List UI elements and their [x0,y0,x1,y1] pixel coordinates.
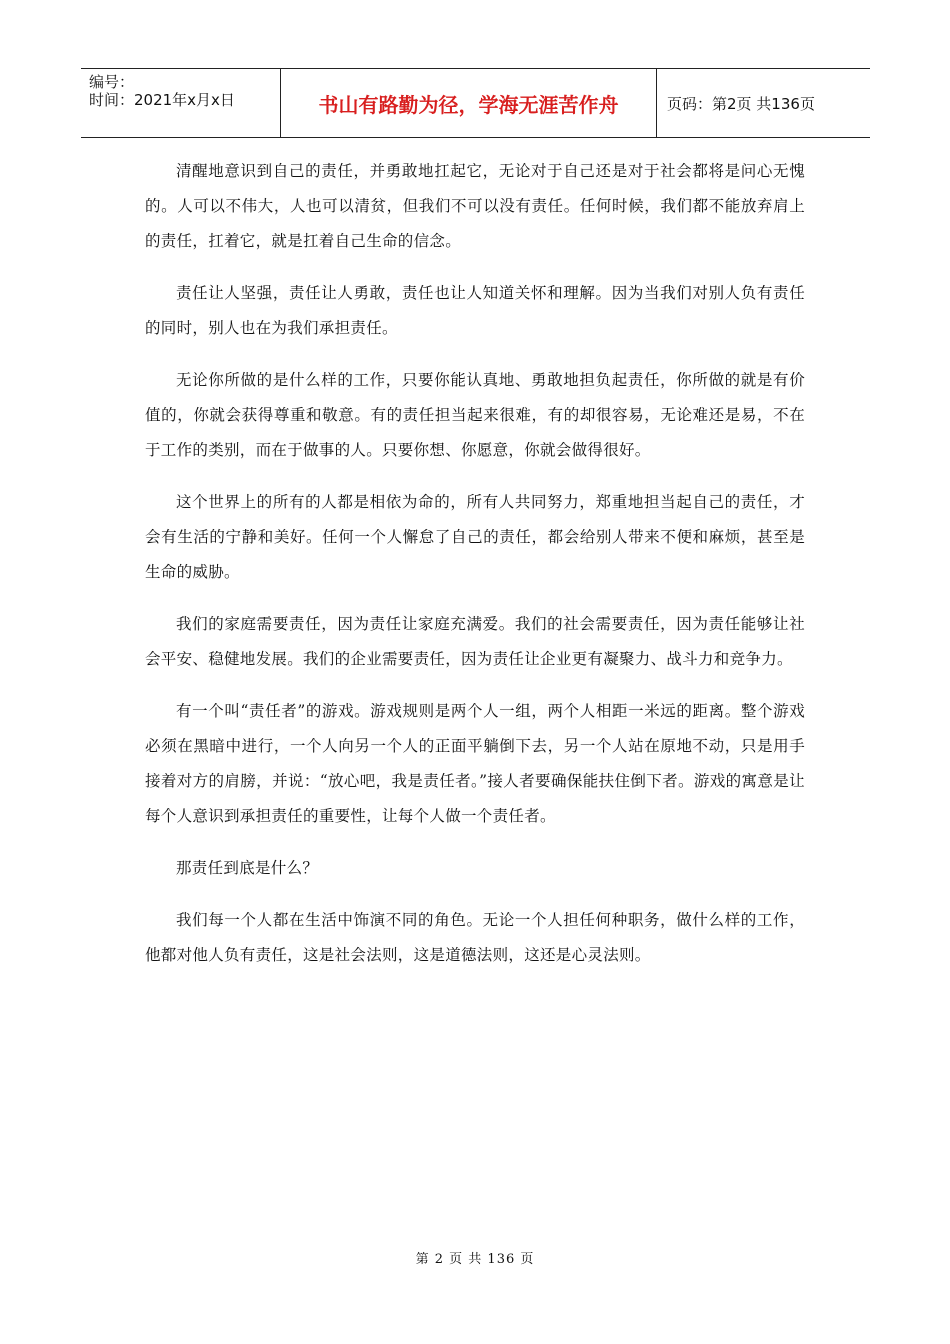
paragraph: 那责任到底是什么？ [176,859,319,877]
header-page-info: 页码：第2页 共136页 [667,94,815,113]
document-number-label: 编号： [89,73,135,91]
paragraph: 责任让人坚强，责任让人勇敢，责任也让人知道关怀和理解。因为当我们对别人负有责任的同时，别人也在为我们承担责任。 [145,284,805,337]
paragraph: 无论你所做的是什么样的工作，只要你能认真地、勇敢地担负起责任，你所做的就是有价值的，你就会获得尊重和敬意。有的责任担当起来很难，有的却很容易，无论难还是易，不在于工作的类别，而在于做事的人。只要你想、你愿意，你就会做得很好。 [145,371,805,459]
paragraph: 我们的家庭需要责任，因为责任让家庭充满爱。我们的社会需要责任，因为责任能够让社会平安、稳健地发展。我们的企业需要责任，因为责任让企业更有凝聚力、战斗力和竞争力。 [145,615,805,668]
paragraph: 清醒地意识到自己的责任，并勇敢地扛起它，无论对于自己还是对于社会都将是问心无愧的。人可以不伟大，人也可以清贫，但我们不可以没有责任。任何时候，我们都不能放弃肩上的责任，扛着它，就是扛着自己生命的信念。 [145,162,805,250]
document-time-label: 时间：2021年x月x日 [89,91,235,109]
paragraph: 这个世界上的所有的人都是相依为命的，所有人共同努力，郑重地担当起自己的责任，才会有生活的宁静和美好。任何一个人懈怠了自己的责任，都会给别人带来不便和麻烦，甚至是生命的威胁。 [145,493,805,581]
header-meta [81,69,281,137]
paragraph: 有一个叫“责任者”的游戏。游戏规则是两个人一组，两个人相距一米远的距离。整个游戏必须在黑暗中进行，一个人向另一个人的正面平躺倒下去，另一个人站在原地不动，只是用手接着对方的肩膀，并说：“放心吧，我是责任者。”接人者要确保能扶住倒下者。游戏的寓意是让每个人意识到承担责任的重要性，让每个人做一个责任者。 [145,702,805,825]
document-body [145,154,805,990]
header-motto: 书山有路勤为径，学海无涯苦作舟 [281,69,657,137]
page-footer: 第 2 页 共 136 页 [415,1252,535,1267]
paragraph: 我们每一个人都在生活中饰演不同的角色。无论一个人担任何种职务，做什么样的工作，他都对他人负有责任，这是社会法则，这是道德法则，这还是心灵法则。 [145,911,805,964]
document-header [81,68,870,138]
